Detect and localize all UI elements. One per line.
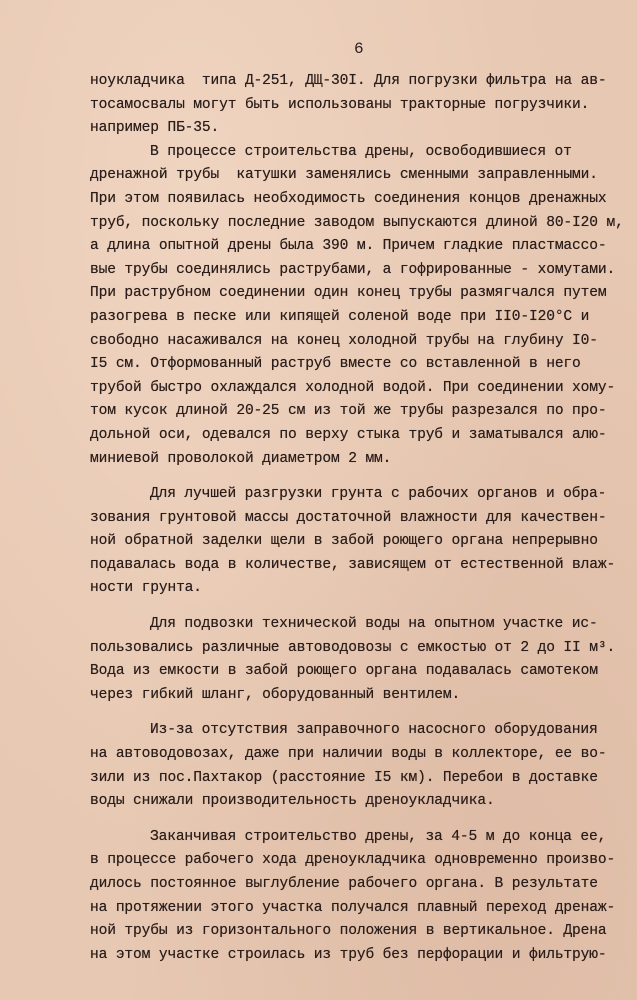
paragraph <box>90 483 620 601</box>
text-line: в процессе рабочего хода дреноукладчика одновременно произво- <box>90 852 616 869</box>
paragraph <box>90 70 620 141</box>
text-line: на этом участке строилась из труб без перфорации и фильтрую- <box>90 946 607 963</box>
text-line: дольной оси, одевался по верху стыка труб и заматывался алю- <box>90 426 607 443</box>
text-line: дренажной трубы катушки заменялись сменными заправленными. <box>90 167 598 184</box>
text-line: а длина опытной дрены была 390 м. Причем гладкие пластмассо- <box>90 238 607 255</box>
text-line: свободно насаживался на конец холодной трубы на глубину I0- <box>90 332 598 349</box>
text-line: дилось постоянное выглубление рабочего органа. В результате <box>90 876 598 892</box>
text-line: I5 см. Отформованный раструб вместе со вставленной в него <box>90 356 581 373</box>
text-line: тосамосвалы могут быть использованы тракторные погрузчики. <box>90 96 590 113</box>
text-line: ности грунта. <box>90 580 202 597</box>
text-line: зили из пос.Пахтакор (расстояние I5 км). Перебои в доставке <box>90 769 598 786</box>
text-line: например ПБ-35. <box>90 120 220 137</box>
text-line: том кусок длиной 20-25 см из той же трубы разрезался по про- <box>90 403 607 420</box>
text-line: пользовались различные автоводовозы с емкостью от 2 до II м³. <box>90 639 616 656</box>
text-line: При этом появилась необходимость соединения концов дренажных <box>90 190 607 207</box>
text-line: зования грунтовой массы достаточной влажности для качествен- <box>90 509 607 526</box>
text-line: через гибкий шланг, оборудованный вентилем. <box>90 686 461 703</box>
text-line: Вода из емкости в забой роющего органа подавалась самотеком <box>90 663 598 680</box>
text-line: В процессе строительства дрены, освободившиеся от <box>150 143 572 160</box>
text-line: При раструбном соединении один конец трубы размягчался путем <box>90 285 607 302</box>
text-line: ной обратной заделки щели в забой роющего органа непрерывно <box>90 533 598 550</box>
body-text <box>90 70 624 967</box>
text-line: разогрева в песке или кипящей соленой воде при II0-I20°С и <box>90 308 590 325</box>
text-line: подавалась вода в количестве, зависящем от естественной влаж- <box>90 556 616 573</box>
paragraph <box>90 719 620 813</box>
text-line: ноукладчика типа Д-251, ДЩ-30I. Для погрузки фильтра на ав- <box>90 73 607 89</box>
paragraph <box>90 141 624 471</box>
text-line: на автоводовозах, даже при наличии воды в коллекторе, ее во- <box>90 746 607 763</box>
text-line: Заканчивая строительство дрены, за 4-5 м до конца ее, <box>150 828 607 845</box>
text-line: воды снижали производительность дреноукладчика. <box>90 793 495 810</box>
paragraph <box>90 826 620 968</box>
text-line: Из-за отсутствия заправочного насосного оборудования <box>150 722 598 739</box>
text-line: вые трубы соединялись раструбами, а гофрированные - хомутами. <box>90 261 616 278</box>
page-number: 6 <box>354 40 364 58</box>
text-line: Для подвозки технической воды на опытном участке ис- <box>150 616 598 633</box>
text-line: трубой быстро охлаждался холодной водой. При соединении хому- <box>90 379 616 396</box>
text-line: ной трубы из горизонтального положения в вертикальное. Дрена <box>90 923 607 940</box>
text-line: Для лучшей разгрузки грунта с рабочих органов и обра- <box>150 486 607 503</box>
text-line: миниевой проволокой диаметром 2 мм. <box>90 450 392 467</box>
text-line: труб, поскольку последние заводом выпускаются длиной 80-I20 м, <box>90 214 624 231</box>
text-line: на протяжении этого участка получался плавный переход дренаж- <box>90 899 616 916</box>
paragraph <box>90 613 620 707</box>
